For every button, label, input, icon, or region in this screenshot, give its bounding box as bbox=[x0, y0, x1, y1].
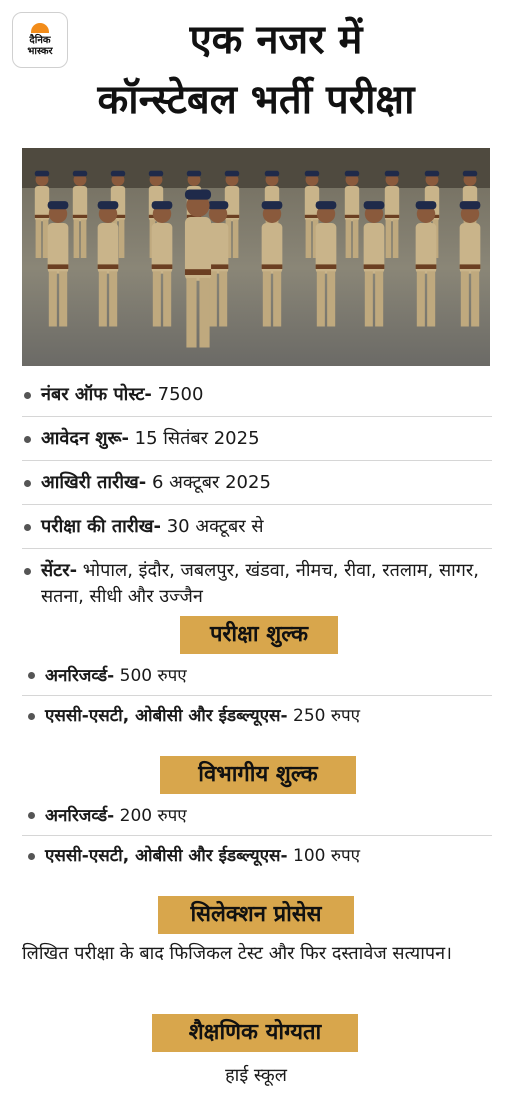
fact-application-start bbox=[22, 424, 492, 461]
bullet-icon bbox=[28, 853, 35, 860]
header bbox=[0, 0, 512, 140]
exam-fee-heading: परीक्षा शुल्क bbox=[180, 616, 338, 654]
fact-label: परीक्षा की तारीख- bbox=[41, 516, 161, 537]
bullet-icon bbox=[28, 672, 35, 679]
dept-fee-heading: विभागीय शुल्क bbox=[160, 756, 356, 794]
page-title-line1: एक नजर में bbox=[189, 17, 363, 63]
fact-value: 15 सितंबर 2025 bbox=[128, 428, 260, 449]
page-title-line2: कॉन्स्टेबल भर्ती परीक्षा bbox=[97, 77, 415, 123]
fee-label: अनरिजर्व्ड- bbox=[45, 805, 115, 826]
fee-row-reserved bbox=[22, 696, 492, 736]
qualification-heading: शैक्षणिक योग्यता bbox=[152, 1014, 358, 1052]
fee-value: 250 रुपए bbox=[287, 706, 361, 726]
fact-value: 6 अक्टूबर 2025 bbox=[146, 472, 271, 493]
logo-line2: भास्कर bbox=[27, 46, 53, 57]
exam-fee-list bbox=[22, 656, 492, 736]
fee-row-unreserved bbox=[22, 656, 492, 696]
fee-value: 500 रुपए bbox=[114, 665, 187, 686]
bullet-icon bbox=[28, 713, 35, 720]
fee-value: 200 रुपए bbox=[114, 805, 187, 826]
fact-posts bbox=[22, 380, 492, 417]
fact-label: आखिरी तारीख- bbox=[41, 472, 147, 493]
fact-value: भोपाल, इंदौर, जबलपुर, खंडवा, नीमच, रीवा, रतलाम, सागर, सतना, सीधी और उज्जैन bbox=[41, 560, 480, 607]
qualification-text: हाई स्कूल bbox=[225, 1065, 287, 1086]
logo-line1: दैनिक bbox=[29, 35, 51, 46]
fact-label: सेंटर- bbox=[41, 560, 78, 581]
bullet-icon bbox=[24, 568, 31, 575]
fee-label: अनरिजर्व्ड- bbox=[45, 665, 115, 686]
fact-value: 30 अक्टूबर से bbox=[160, 516, 264, 537]
selection-process-heading: सिलेक्शन प्रोसेस bbox=[158, 896, 354, 934]
selection-process-text: लिखित परीक्षा के बाद फिजिकल टेस्ट और फिर दस्तावेज सत्यापन। bbox=[22, 943, 452, 964]
bullet-icon bbox=[24, 524, 31, 531]
marching-police-image bbox=[22, 148, 490, 366]
bullet-icon bbox=[24, 480, 31, 487]
fee-label: एससी-एसटी, ओबीसी और ईडब्ल्यूएस- bbox=[45, 846, 288, 866]
bullet-icon bbox=[24, 392, 31, 399]
fact-label: नंबर ऑफ पोस्ट- bbox=[41, 384, 152, 405]
bullet-icon bbox=[24, 436, 31, 443]
bullet-icon bbox=[28, 812, 35, 819]
fee-value: 100 रुपए bbox=[287, 846, 361, 866]
fee-row-reserved bbox=[22, 836, 492, 876]
fee-row-unreserved bbox=[22, 796, 492, 836]
key-facts-list bbox=[22, 380, 492, 625]
fee-label: एससी-एसटी, ओबीसी और ईडब्ल्यूएस- bbox=[45, 706, 288, 726]
constables-photo bbox=[22, 148, 490, 366]
fact-label: आवेदन शुरू- bbox=[41, 428, 129, 449]
fact-value: 7500 bbox=[151, 384, 204, 405]
fact-centers bbox=[22, 556, 492, 618]
dept-fee-list bbox=[22, 796, 492, 876]
fact-exam-date bbox=[22, 512, 492, 549]
fact-last-date bbox=[22, 468, 492, 505]
